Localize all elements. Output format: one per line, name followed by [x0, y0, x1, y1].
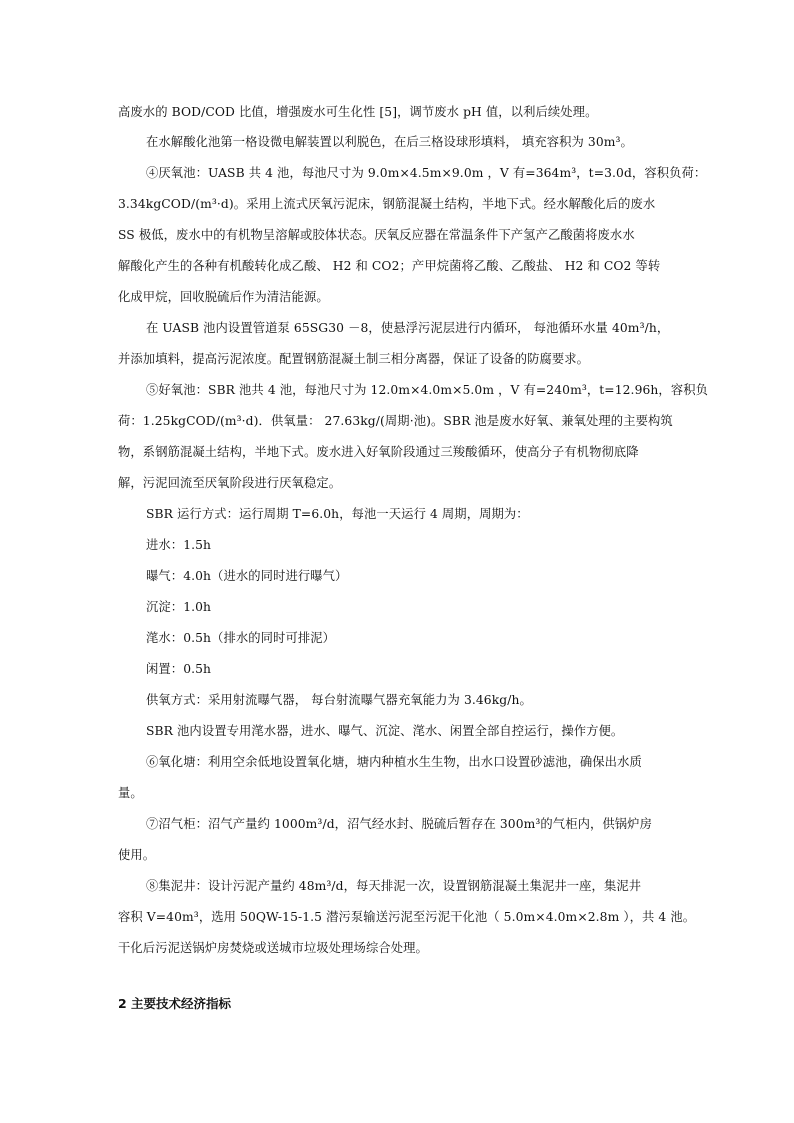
text-line: 荷：1.25kgCOD/(m³·d)．供氧量： 27.63kg/(周期·池)。SBR 池是废水好氧、兼氧处理的主要构筑 [118, 414, 673, 428]
text-line: 3.34kgCOD/(m³·d)。采用上流式厌氧污泥床，钢筋混凝土结构，半地下式。经水解酸化后的废水 [118, 197, 656, 211]
text-line: ⑧集泥井：设计污泥产量约 48m³/d，每天排泥一次，设置钢筋混凝土集泥井一座，集泥井 [146, 879, 642, 893]
text-line: 沉淀：1.0h [146, 600, 212, 614]
text-line: 滗水：0.5h（排水的同时可排泥） [146, 631, 336, 645]
text-line: ④厌氧池：UASB 共 4 池，每池尺寸为 9.0m×4.5m×9.0m ，V 有=364m³，t=3.0d，容积负荷： [146, 166, 707, 180]
text-line: 曝气：4.0h（进水的同时进行曝气） [146, 569, 348, 583]
text-line: 量。 [118, 786, 143, 800]
text-line: 解酸化产生的各种有机酸转化成乙酸、 H2 和 CO2；产甲烷菌将乙酸、乙酸盐、 H2 和 CO2 等转 [118, 259, 661, 273]
text-line: ⑤好氧池：SBR 池共 4 池，每池尺寸为 12.0m×4.0m×5.0m ，V 有=240m³，t=12.96h，容积负 [146, 383, 709, 397]
text-line: 在 UASB 池内设置管道泵 65SG30 －8，使悬浮污泥层进行内循环， 每池循环水量 40m³/h， [146, 321, 670, 335]
text-line: 进水：1.5h [146, 538, 212, 552]
text-line: 高废水的 BOD/COD 比值，增强废水可生化性 [5]，调节废水 pH 值，以利后续处理。 [118, 105, 598, 119]
text-line: SS 极低，废水中的有机物呈溶解或胶体状态。厌氧反应器在常温条件下产氢产乙酸菌将废水水 [118, 228, 635, 242]
text-line: SBR 池内设置专用滗水器，进水、曝气、沉淀、滗水、闲置全部自控运行，操作方便。 [146, 724, 624, 738]
text-line: 在水解酸化池第一格设微电解装置以利脱色，在后三格设球形填料， 填充容积为 30m³。 [146, 135, 633, 149]
text-line: 使用。 [118, 848, 156, 862]
text-line: 物，系钢筋混凝土结构，半地下式。废水进入好氧阶段通过三羧酸循环，使高分子有机物彻底降 [118, 445, 639, 459]
text-line: SBR 运行方式：运行周期 T=6.0h，每池一天运行 4 周期，周期为： [146, 507, 529, 521]
text-line: ⑥氧化塘：利用空余低地设置氧化塘，塘内种植水生生物，出水口设置砂滤池，确保出水质 [146, 755, 642, 769]
text-line: 解，污泥回流至厌氧阶段进行厌氧稳定。 [118, 476, 342, 490]
text-line: 干化后污泥送锅炉房焚烧或送城市垃圾处理场综合处理。 [118, 941, 428, 955]
text-line: 化成甲烷，回收脱硫后作为清洁能源。 [118, 290, 329, 304]
text-line: 并添加填料，提高污泥浓度。配置钢筋混凝土制三相分离器，保证了设备的防腐要求。 [118, 352, 590, 366]
text-line: 供氧方式：采用射流曝气器， 每台射流曝气器充氧能力为 3.46kg/h。 [146, 693, 532, 707]
text-line: ⑦沼气柜：沼气产量约 1000m³/d，沼气经水封、脱硫后暂存在 300m³的气柜内，供锅炉房 [146, 817, 652, 831]
text-line: 容积 V=40m³，选用 50QW-15-1.5 潜污泵输送污泥至污泥干化池（ 5.0m×4.0m×2.8m ），共 4 池。 [118, 910, 696, 924]
text-line: 闲置：0.5h [146, 662, 212, 676]
section-heading: 2 主要技术经济指标 [118, 996, 232, 1011]
